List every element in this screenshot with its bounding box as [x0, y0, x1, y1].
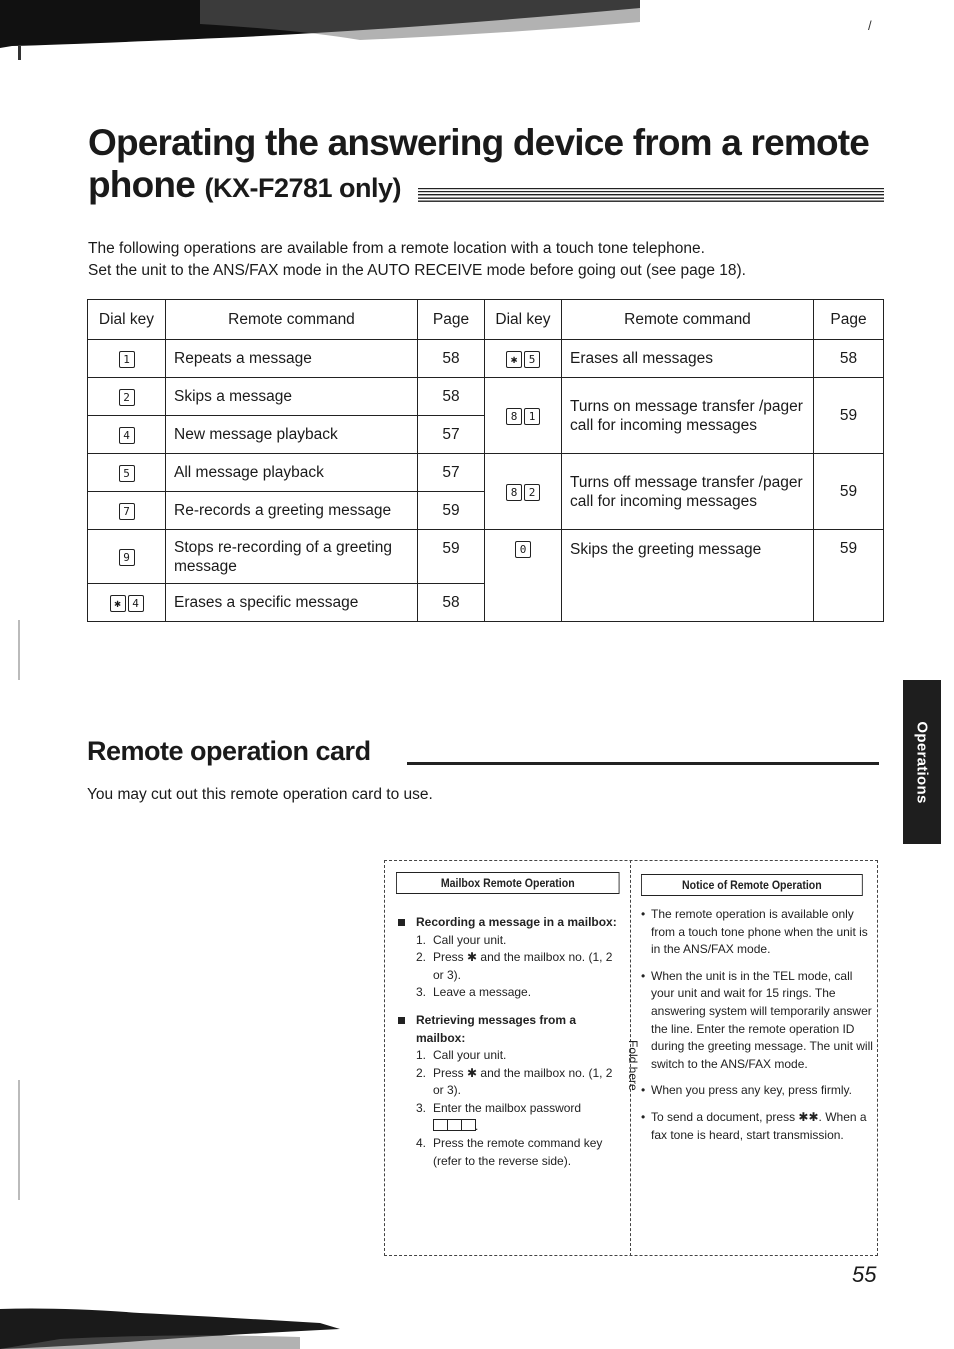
page-cell: 58: [814, 340, 884, 378]
list-item: • To send a document, press ✱✱. When a fax tone is heard, start transmission.: [641, 1109, 867, 1142]
retrieving-steps: [396, 1047, 622, 1170]
scan-edge-top: [0, 0, 954, 60]
page-cell: 58: [418, 340, 485, 378]
fold-label: Fold here: [626, 1040, 640, 1091]
list-item: 2. Press ✱ and the mailbox no. (1, 2 or 3).: [416, 950, 613, 982]
command-cell: New message playback: [166, 416, 418, 454]
header-dial-key: Dial key: [88, 300, 166, 340]
table-row: [88, 340, 884, 378]
command-cell: Repeats a message: [166, 340, 418, 378]
side-tab: [903, 680, 941, 844]
list-item: 3. Enter the mailbox password .: [416, 1100, 582, 1133]
key-icon: 4: [119, 427, 135, 444]
key-icon: 8: [506, 484, 522, 501]
list-item: • The remote operation is available only from a touch tone phone when the unit is in the ANS/FAX mode.: [641, 907, 868, 957]
page-cell: 59: [418, 492, 485, 530]
recording-heading: Recording a message in a mailbox:: [396, 914, 622, 932]
dial-key-cell: [88, 340, 166, 378]
table-row: [88, 378, 884, 416]
key-icon: 1: [119, 351, 135, 368]
page-cell: 58: [418, 584, 485, 622]
intro-text: [88, 238, 888, 282]
command-cell: Stops re-recording of a greeting message: [166, 530, 418, 584]
command-cell: Turns on message transfer /pager call for incoming messages: [562, 378, 814, 454]
password-boxes-icon: [433, 1119, 475, 1133]
key-icon: 7: [119, 503, 135, 520]
table-row: [88, 530, 884, 584]
table-row: [88, 454, 884, 492]
dial-key-cell: [88, 584, 166, 622]
key-icon: 5: [119, 465, 135, 482]
header-remote-command: Remote command: [166, 300, 418, 340]
command-cell: Re-records a greeting message: [166, 492, 418, 530]
dial-key-cell: [485, 454, 562, 530]
list-item: 1. Call your unit.: [416, 932, 507, 947]
star-key-icon: ✱: [506, 351, 522, 368]
card-left-title: Mailbox Remote Operation: [396, 872, 620, 894]
command-cell: Skips a message: [166, 378, 418, 416]
key-icon: 4: [128, 595, 144, 612]
intro-line: Set the unit to the ANS/FAX mode in the AUTO RECEIVE mode before going out (see page 18).: [88, 262, 746, 279]
retrieving-heading: Retrieving messages from a mailbox:: [396, 1012, 622, 1047]
page-cell: 58: [418, 378, 485, 416]
dial-key-cell: [485, 378, 562, 454]
command-cell: Skips the greeting message: [562, 530, 814, 622]
card-left-column: [396, 872, 622, 1180]
dial-key-cell: [485, 530, 562, 622]
dial-key-cell: [88, 378, 166, 416]
header-remote-command: Remote command: [562, 300, 814, 340]
side-tab-label: Operations: [913, 720, 931, 804]
section-description: You may cut out this remote operation card to use.: [87, 786, 433, 803]
header-page: Page: [418, 300, 485, 340]
dial-key-cell: [88, 416, 166, 454]
key-icon: 1: [524, 408, 540, 425]
margin-line: [18, 1080, 20, 1200]
page-cell: 59: [418, 530, 485, 584]
section-title: Remote operation card: [87, 736, 371, 766]
page-cell: 59: [814, 454, 884, 530]
command-cell: Turns off message transfer /pager call for incoming messages: [562, 454, 814, 530]
page-cell: 59: [814, 530, 884, 622]
bullet-square-icon: [398, 1017, 405, 1024]
header-dial-key: Dial key: [485, 300, 562, 340]
key-icon: 9: [119, 549, 135, 566]
page-cell: 57: [418, 416, 485, 454]
command-cell: Erases a specific message: [166, 584, 418, 622]
list-item: • When the unit is in the TEL mode, call your unit and wait for 15 rings. The answering system will temporarily answer the line. Enter the remote operation ID during the greeting message. The unit will switch to the ANS/FAX mode.: [641, 968, 873, 1071]
header-page: Page: [814, 300, 884, 340]
intro-line: The following operations are available from a remote location with a touch tone telephone.: [88, 240, 705, 257]
bullet-square-icon: [398, 919, 405, 926]
star-key-icon: ✱: [110, 595, 126, 612]
list-item: • When you press any key, press firmly.: [641, 1083, 852, 1098]
dial-key-cell: [88, 454, 166, 492]
key-icon: 5: [524, 351, 540, 368]
list-item: 2. Press ✱ and the mailbox no. (1, 2 or 3).: [416, 1065, 613, 1098]
card-right-title: Notice of Remote Operation: [641, 874, 863, 896]
page-cell: 59: [814, 378, 884, 454]
page-cell: 57: [418, 454, 485, 492]
title-model: (KX-F2781 only): [204, 173, 402, 203]
key-icon: 0: [515, 541, 531, 558]
scan-mark: /: [868, 18, 872, 33]
key-icon: 2: [524, 484, 540, 501]
dial-key-cell: [88, 530, 166, 584]
list-item: 3. Leave a message.: [416, 985, 532, 1000]
key-icon: 2: [119, 389, 135, 406]
list-item: 1. Call your unit.: [416, 1048, 507, 1063]
page-number: 55: [852, 1262, 877, 1287]
command-cell: Erases all messages: [562, 340, 814, 378]
key-icon: 8: [506, 408, 522, 425]
remote-command-table: [87, 299, 884, 622]
scan-edge-bottom: [0, 1289, 400, 1349]
recording-steps: [396, 932, 622, 1002]
section-underline: [407, 762, 879, 765]
command-cell: All message playback: [166, 454, 418, 492]
title-main: Operating the answering device from a remote phone: [88, 122, 870, 205]
dial-key-cell: [88, 492, 166, 530]
dial-key-cell: [485, 340, 562, 378]
list-item: 4. Press the remote command key (refer to the reverse side).: [416, 1136, 603, 1168]
title-underline: [418, 188, 884, 202]
table-header-row: [88, 300, 884, 340]
card-right-column: [641, 874, 873, 1153]
margin-line: [18, 620, 20, 680]
